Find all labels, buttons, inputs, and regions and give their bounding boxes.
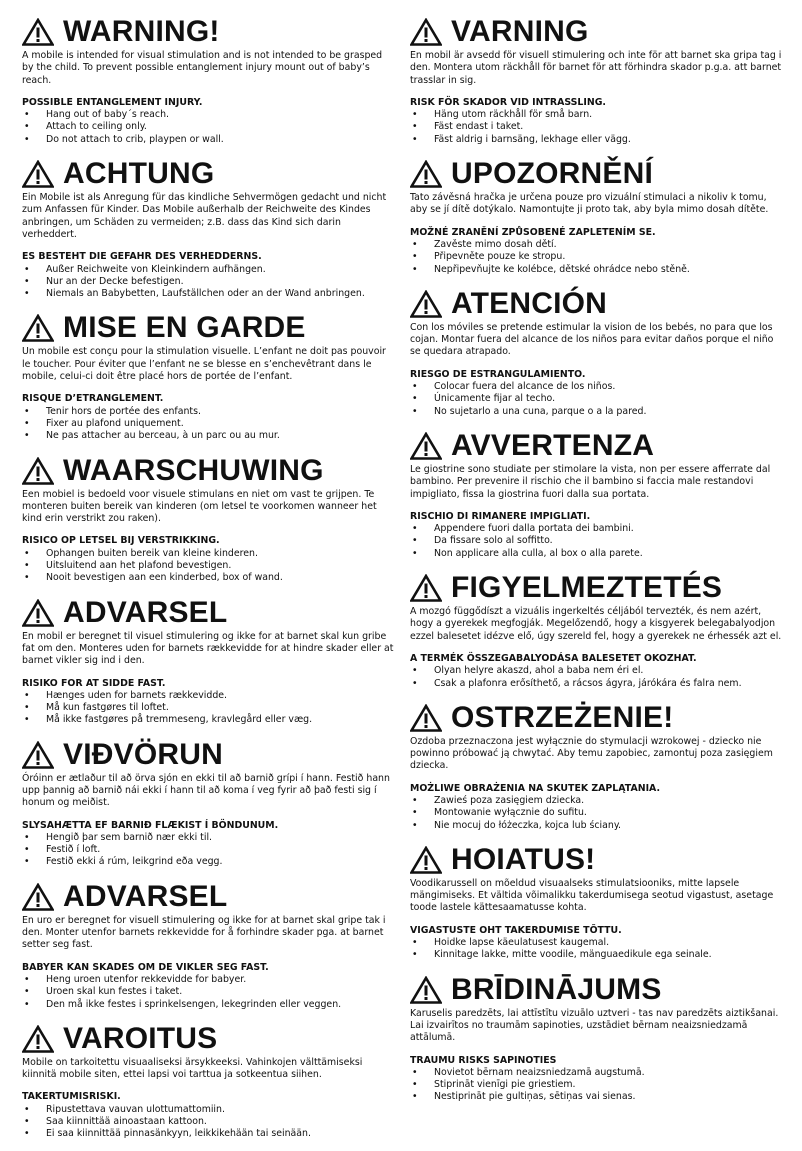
warning-triangle-icon — [410, 704, 442, 732]
warning-section — [410, 842, 782, 962]
risk-heading: VIGASTUSTE OHT TAKERDUMISE TÕTTU. — [410, 924, 622, 936]
warning-intro: Tato závěsná hračka je určena pouze pro vizuální stimulaci a nikoliv k tomu, aby se jí dítě dotýkalo. Namontujte ji proto tak, aby byla mimo dosah dítěte. — [410, 192, 769, 216]
right-column — [410, 14, 782, 1114]
warning-title: ADVARSEL — [63, 879, 228, 913]
warning-title: ATENCIÓN — [451, 286, 608, 320]
instruction-item: • Den må ikke festes i sprinkelsengen, lekegrinden eller veggen. — [22, 999, 394, 1011]
instruction-item: • Hang out of baby´s reach. — [22, 109, 394, 121]
warning-triangle-icon — [22, 1025, 54, 1053]
risk-heading: A TERMÉK ÖSSZEGABALYODÁSA BALESETET OKOZHAT. — [410, 652, 697, 664]
warning-section — [22, 737, 394, 869]
instruction-list — [22, 264, 394, 301]
instruction-list — [22, 974, 394, 1011]
risk-heading: RISIKO FOR AT SIDDE FAST. — [22, 677, 166, 689]
risk-heading: RISICO OP LETSEL BIJ VERSTRIKKING. — [22, 535, 220, 547]
warning-title: OSTRZEŻENIE! — [451, 700, 674, 734]
warning-title: VIÐVÖRUN — [63, 737, 223, 771]
warning-heading — [22, 14, 394, 50]
warning-triangle-icon — [22, 599, 54, 627]
warning-heading — [410, 156, 782, 192]
warning-heading — [410, 286, 782, 322]
instruction-list — [410, 381, 782, 418]
instruction-item: • Nie mocuj do łóżeczka, kojca lub ściany. — [410, 820, 782, 832]
instruction-item: • Tenir hors de portée des enfants. — [22, 406, 394, 418]
warning-triangle-icon — [410, 290, 442, 318]
warning-heading — [410, 700, 782, 736]
warning-intro: En uro er beregnet for visuell stimulering og ikke for at barnet skal gripe tak i den. Monter utenfor barnets rekkevidde for å forhindre skader pga. at barnet setter seg fast. — [22, 914, 386, 951]
warning-triangle-icon — [22, 18, 54, 46]
instruction-item: • Fixer au plafond uniquement. — [22, 418, 394, 430]
instruction-item: • Må ikke fastgøres på tremmeseng, kravlegård eller væg. — [22, 714, 394, 726]
instruction-item: • Heng uroen utenfor rekkevidde for babyer. — [22, 974, 394, 986]
instruction-item: • Nur an der Decke befestigen. — [22, 276, 394, 288]
warning-intro: Le giostrine sono studiate per stimolare la vista, non per essere afferrate dal bambino. Per prevenire il rischio che il bambino si faccia male restandovi impigliato, fissa la giostrina fuori dalla sua portata. — [410, 463, 771, 500]
instruction-item: • Uroen skal kun festes i taket. — [22, 986, 394, 998]
instruction-item: • Häng utom räckhåll för små barn. — [410, 109, 782, 121]
instruction-list — [410, 239, 782, 276]
instruction-list — [410, 1067, 782, 1104]
warning-title: FIGYELMEZTETÉS — [451, 571, 723, 605]
warning-heading — [22, 310, 394, 346]
instruction-list — [410, 523, 782, 560]
warning-heading — [410, 972, 782, 1008]
instruction-item: • Připevněte pouze ke stropu. — [410, 251, 782, 263]
instruction-item: • Da fissare solo al soffitto. — [410, 535, 782, 547]
warning-section — [22, 14, 394, 146]
instruction-item: • Uitsluitend aan het plafond bevestigen. — [22, 560, 394, 572]
warning-intro: A mobile is intended for visual stimulation and is not intended to be grasped by the child. To prevent possible entanglement injury mount out of baby’s reach. — [22, 50, 383, 86]
warning-title: BRĪDINĀJUMS — [451, 972, 662, 1006]
instruction-item: • Ei saa kiinnittää pinnasänkyyn, leikkikehään tai seinään. — [22, 1128, 394, 1140]
warning-section — [22, 453, 394, 585]
warning-section — [410, 972, 782, 1104]
warning-title: AVVERTENZA — [451, 428, 655, 462]
left-column — [22, 14, 394, 1151]
warning-triangle-icon — [410, 574, 442, 602]
instruction-item: • Außer Reichweite von Kleinkindern aufhängen. — [22, 264, 394, 276]
warning-section — [410, 286, 782, 418]
warning-section — [22, 1021, 394, 1141]
instruction-item: • Attach to ceiling only. — [22, 121, 394, 133]
instruction-item: • Fäst aldrig i barnsäng, lekhage eller vägg. — [410, 134, 782, 146]
instruction-list — [22, 406, 394, 443]
warning-triangle-icon — [22, 314, 54, 342]
instruction-list — [22, 109, 394, 146]
risk-heading: TAKERTUMISRISKI. — [22, 1091, 121, 1103]
instruction-list — [22, 548, 394, 585]
warning-intro: Con los móviles se pretende estimular la vision de los bebés, no para que los cojan. Montar fuera del alcance de los niños para evitar daños porque el niño se quedara atrapado. — [410, 321, 774, 358]
risk-heading: TRAUMU RISKS SAPINOTIES — [410, 1054, 557, 1066]
warning-triangle-icon — [410, 432, 442, 460]
warning-title: WAARSCHUWING — [63, 453, 324, 487]
instruction-item: • Nepřipevňujte ke kolébce, dětské ohrádce nebo stěně. — [410, 264, 782, 276]
instruction-item: • Appendere fuori dalla portata dei bambini. — [410, 523, 782, 535]
warning-section — [410, 156, 782, 276]
warning-triangle-icon — [22, 457, 54, 485]
warning-heading — [410, 428, 782, 464]
warning-heading — [410, 570, 782, 606]
warning-intro: Ein Mobile ist als Anregung für das kindliche Sehvermögen gedacht und nicht zum Anfassen für Kinder. Das Mobile außerhalb der Reichweite des Kindes anbringen, um Schäden zu vermeiden; z.B. dass das Kind sich darin verheddert. — [22, 192, 387, 240]
warning-intro: Un mobile est conçu pour la stimulation visuelle. L’enfant ne doit pas pouvoir le toucher. Pour éviter que l’enfant ne se blesse en s’enchevêtrant dans le mobile, celui-ci doit être placé hors de portée de l’enfant. — [22, 346, 386, 383]
warning-section — [22, 310, 394, 442]
instruction-item: • Stiprināt vienīgi pie griestiem. — [410, 1079, 782, 1091]
warning-heading — [22, 1021, 394, 1057]
warning-heading — [22, 453, 394, 489]
warning-intro: Óróinn er ætlaður til að örva sjón en ekki til að barnið grípi í hann. Festið hann upp þannig að barnið nái ekki í hann til að koma í veg fyrir að það festi sig í honum og meiðist. — [22, 772, 390, 809]
warning-section — [410, 700, 782, 832]
instruction-item: • Montowanie wyłącznie do sufitu. — [410, 807, 782, 819]
warning-title: UPOZORNĚNÍ — [451, 157, 654, 191]
risk-heading: MOŻLIWE OBRAŻENIA NA SKUTEK ZAPLĄTANIA. — [410, 782, 661, 794]
instruction-item: • Csak a plafonra erősíthető, a rácsos ágyra, járókára és falra nem. — [410, 678, 782, 690]
warning-title: ACHTUNG — [63, 157, 215, 191]
instruction-item: • Hoidke lapse käeulatusest kaugemal. — [410, 937, 782, 949]
instruction-item: • Do not attach to crib, playpen or wall. — [22, 134, 394, 146]
instruction-list — [410, 665, 782, 690]
risk-heading: POSSIBLE ENTANGLEMENT INJURY. — [22, 96, 203, 108]
warning-heading — [410, 842, 782, 878]
instruction-item: • Må kun fastgøres til loftet. — [22, 702, 394, 714]
risk-heading: MOŽNÉ ZRANĚNÍ ZPŮSOBENÉ ZAPLETENÍM SE. — [410, 226, 656, 238]
instruction-list — [22, 832, 394, 869]
warning-triangle-icon — [410, 160, 442, 188]
risk-heading: RISQUE D’ETRANGLEMENT. — [22, 393, 164, 405]
warning-heading — [22, 595, 394, 631]
instruction-item: • Colocar fuera del alcance de los niños. — [410, 381, 782, 393]
risk-heading: BABYER KAN SKADES OM DE VIKLER SEG FAST. — [22, 961, 269, 973]
warning-triangle-icon — [22, 883, 54, 911]
instruction-item: • Kinnitage lakke, mitte voodile, mänguaedikule ega seinale. — [410, 949, 782, 961]
warning-triangle-icon — [410, 976, 442, 1004]
instruction-list — [410, 937, 782, 962]
warning-title: VARNING — [451, 15, 589, 48]
warning-triangle-icon — [410, 846, 442, 874]
warning-intro: Mobile on tarkoitettu visuaaliseksi ärsykkeeksi. Vahinkojen välttämiseksi kiinnitä mobile siten, ettei lapsi voi tarttua ja sotkeentua siihen. — [22, 1056, 363, 1081]
instruction-item: • Únicamente fijar al techo. — [410, 393, 782, 405]
warning-intro: Ozdoba przeznaczona jest wyłącznie do stymulacji wzrokowej - dziecko nie powinno próbować ją chwytać. Aby temu zapobiec, zamontuj poza zasięgiem dziecka. — [410, 735, 773, 772]
risk-heading: RISCHIO DI RIMANERE IMPIGLIATI. — [410, 510, 591, 522]
warning-section — [410, 570, 782, 690]
risk-heading: ES BESTEHT DIE GEFAHR DES VERHEDDERNS. — [22, 251, 262, 263]
warning-section — [410, 428, 782, 560]
warning-title: MISE EN GARDE — [63, 311, 306, 345]
warning-title: WARNING! — [63, 15, 220, 48]
instruction-item: • Non applicare alla culla, al box o alla parete. — [410, 548, 782, 560]
instruction-item: • Nestiprināt pie gultiņas, sētiņas vai sienas. — [410, 1091, 782, 1103]
instruction-item: • Festið ekki á rúm, leikgrind eða vegg. — [22, 856, 394, 868]
instruction-item: • Niemals an Babybetten, Laufställchen oder an der Wand anbringen. — [22, 288, 394, 300]
warning-title: HOIATUS! — [451, 842, 596, 876]
warning-triangle-icon — [410, 18, 442, 46]
instruction-item: • Zavěste mimo dosah dětí. — [410, 239, 782, 251]
instruction-item: • Festið í loft. — [22, 844, 394, 856]
instruction-item: • Ripustettava vauvan ulottumattomiin. — [22, 1104, 394, 1116]
instruction-item: • Ne pas attacher au berceau, à un parc ou au mur. — [22, 430, 394, 442]
warning-section — [410, 14, 782, 146]
instruction-item: • Zawieś poza zasięgiem dziecka. — [410, 795, 782, 807]
instruction-item: • Novietot bērnam neaizsniedzamā augstumā. — [410, 1067, 782, 1079]
warning-heading — [22, 737, 394, 773]
instruction-item: • Hengið þar sem barnið nær ekki til. — [22, 832, 394, 844]
warning-intro: En mobil är avsedd för visuell stimulering och inte för att barnet ska gripa tag i den. Montera utom räckhåll för barnet för att förhindra skador p.g.a. att barnet trasslar in sig. — [410, 50, 782, 86]
risk-heading: RISK FÖR SKADOR VID INTRASSLING. — [410, 96, 606, 108]
risk-heading: SLYSAHÆTTA EF BARNIÐ FLÆKIST Í BÖNDUNUM. — [22, 819, 279, 831]
instruction-list — [22, 1104, 394, 1141]
instruction-item: • Fäst endast i taket. — [410, 121, 782, 133]
instruction-list — [410, 795, 782, 832]
instruction-item: • Hænges uden for barnets rækkevidde. — [22, 690, 394, 702]
instruction-item: • Saa kiinnittää ainoastaan kattoon. — [22, 1116, 394, 1128]
warning-triangle-icon — [22, 741, 54, 769]
warning-title: ADVARSEL — [63, 595, 228, 629]
warning-intro: Voodikarussell on mõeldud visuaalseks stimulatsiooniks, mitte lapsele mängimiseks. Et vältida võimalikku takerdumisega seotud vigastust, asetage toode lastele kättesaamatusse kohta. — [410, 877, 774, 914]
instruction-item: • No sujetarlo a una cuna, parque o a la pared. — [410, 406, 782, 418]
warning-section — [22, 879, 394, 1011]
instruction-list — [410, 109, 782, 146]
warning-heading — [410, 14, 782, 50]
risk-heading: RIESGO DE ESTRANGULAMIENTO. — [410, 368, 586, 380]
warning-intro: Een mobiel is bedoeld voor visuele stimulans en niet om vast te grijpen. Te monteren buiten bereik van kinderen (om letsel te voorkomen wanneer het kind erin verstrikt zou raken). — [22, 488, 377, 525]
instruction-item: • Olyan helyre akaszd, ahol a baba nem éri el. — [410, 665, 782, 677]
warning-triangle-icon — [22, 160, 54, 188]
warning-section — [22, 156, 394, 300]
warning-heading — [22, 879, 394, 915]
warning-section — [22, 595, 394, 727]
warning-intro: En mobil er beregnet til visuel stimulering og ikke for at barnet skal kun gribe fat om den. Monteres uden for barnets rækkevidde for at hindre skader eller at barnet vikler sig ind i den. — [22, 630, 394, 667]
warning-intro: Karuselis paredzēts, lai attīstītu vizuālo uztveri - tas nav paredzēts aiztikšanai. Lai izvairītos no traumām sapinoties, uzstādiet bērnam neaizsniedzamā attālumā. — [410, 1007, 779, 1044]
instruction-list — [22, 690, 394, 727]
warning-intro: A mozgó függődíszt a vizuális ingerkeltés céljából tervezték, és nem azért, hogy a gyerekek megfogják. Megelőzendő, hogy a kisgyerek belegabalyodjon ezzel balesetet idézve elő, úgy szereld fel, hogy a gyerekek ne érhessék azt el. — [410, 606, 782, 642]
instruction-item: • Ophangen buiten bereik van kleine kinderen. — [22, 548, 394, 560]
instruction-item: • Nooit bevestigen aan een kinderbed, box of wand. — [22, 572, 394, 584]
warning-heading — [22, 156, 394, 192]
warning-title: VAROITUS — [63, 1021, 218, 1055]
